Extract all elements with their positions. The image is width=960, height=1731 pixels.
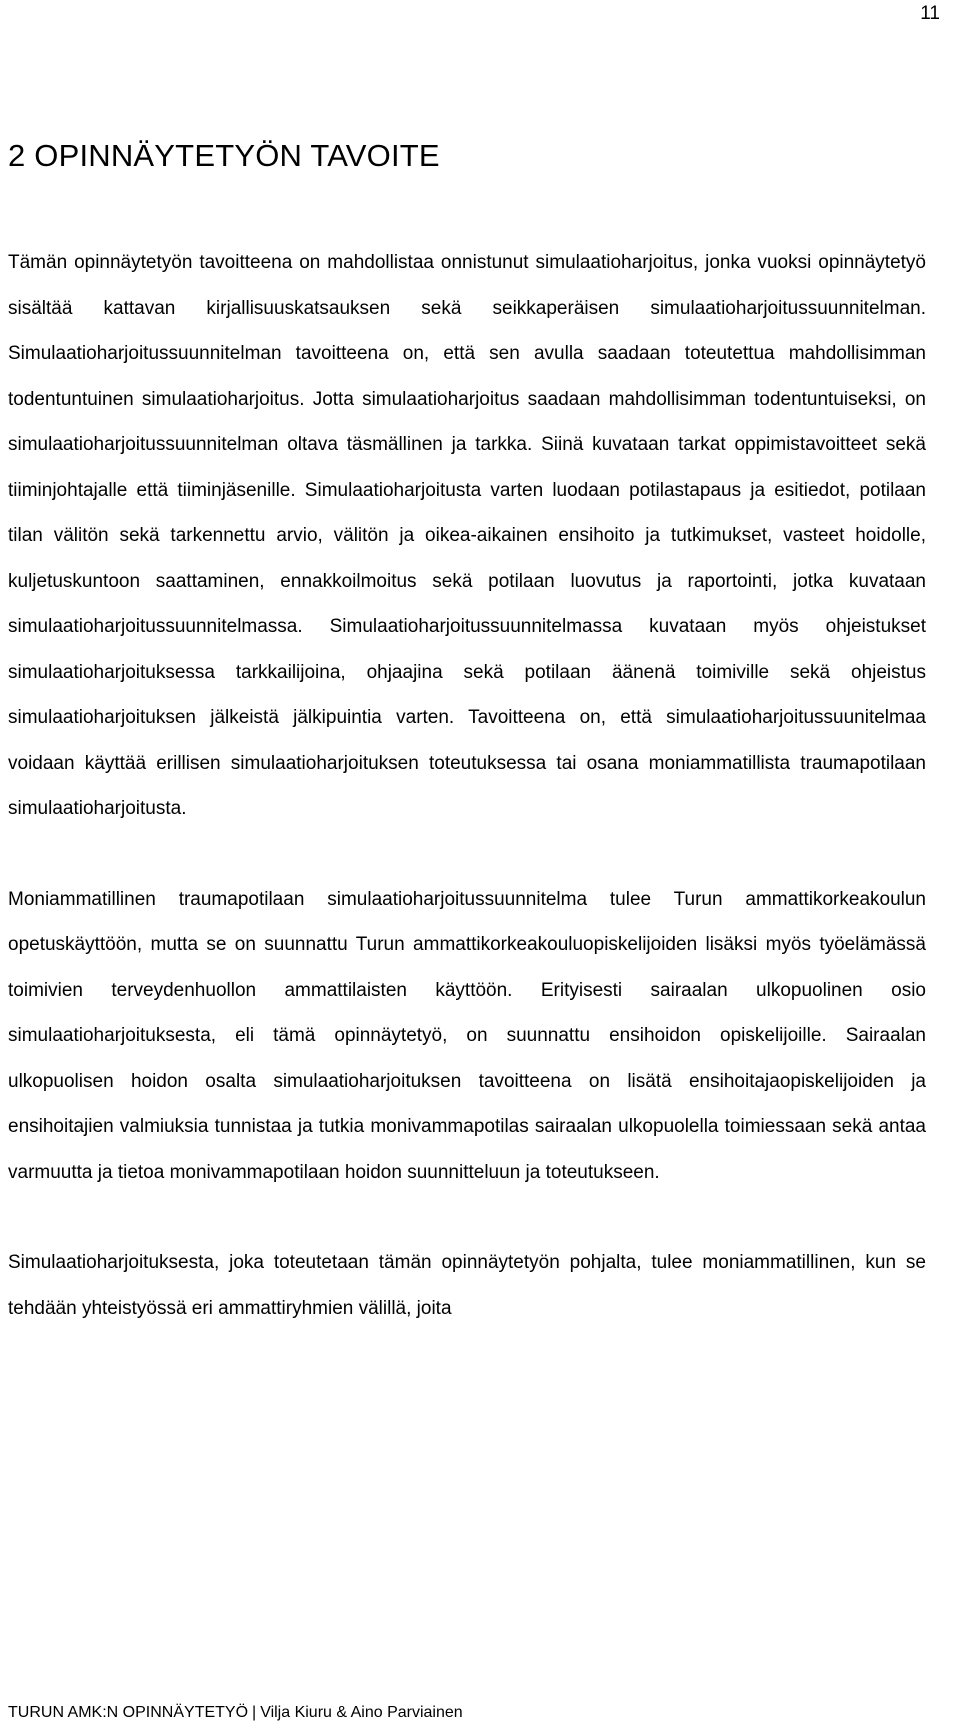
paragraph-3: Simulaatioharjoituksesta, joka toteutetaan tämän opinnäytetyön pohjalta, tulee moniammatillinen, kun se tehdään yhteistyössä eri ammattiryhmien välillä, joita <box>8 1252 926 1319</box>
footer-authors: Vilja Kiuru & Aino Parviainen <box>260 1704 463 1721</box>
paragraph-1: Tämän opinnäytetyön tavoitteena on mahdollistaa onnistunut simulaatioharjoitus, jonka vuoksi opinnäytetyö sisältää kattavan kirjallisuuskatsauksen sekä seikkaperäisen simulaatioharjoitussuunnitelman. Simulaatioharjoitussuunnitelman tavoitteena on, että sen avulla saadaan toteutettua mahdollisimman todentuntuinen simulaatioharjoitus. Jotta simulaatioharjoitus saadaan mahdollisimman todentuntuiseksi, on simulaatioharjoitussuunnitelman oltava täsmällinen ja tarkka. Siinä kuvataan tarkat oppimistavoitteet sekä tiiminjohtajalle että tiiminjäsenille. Simulaatioharjoitusta varten luodaan potilastapaus ja esitiedot, potilaan tilan välitön sekä tarkennettu arvio, välitön ja oikea-aikainen ensihoito ja tutkimukset, vasteet hoidolle, kuljetuskuntoon saattaminen, ennakkoilmoitus sekä potilaan luovutus ja raportointi, jotka kuvataan simulaatioharjoitussuunnitelmassa. Simulaatioharjoitussuunnitelmassa kuvataan myös ohjeistukset simulaatioharjoituksessa tarkkailijoina, ohjaajina sekä potilaan äänenä toimiville sekä ohjeistus simulaatioharjoituksen jälkeistä jälkipuintia varten. Tavoitteena on, että simulaatioharjoitussuunitelmaa voidaan käyttää erillisen simulaatioharjoituksen toteutuksessa tai osana moniammatillista traumapotilaan simulaatioharjoitusta. <box>8 252 926 819</box>
footer-separator: | <box>252 1704 257 1721</box>
page-number: 11 <box>920 3 940 24</box>
page-footer <box>8 1703 463 1723</box>
footer-series: TURUN AMK:N OPINNÄYTETYÖ <box>8 1704 249 1721</box>
chapter-title: 2 OPINNÄYTETYÖN TAVOITE <box>8 138 440 173</box>
body-text <box>8 240 926 1331</box>
paragraph-2: Moniammatillinen traumapotilaan simulaatioharjoitussuunnitelma tulee Turun ammattikorkeakoulun opetuskäyttöön, mutta se on suunnattu Turun ammattikorkeakouluopiskelijoiden lisäksi myös työelämässä toimivien terveydenhuollon ammattilaisten käyttöön. Erityisesti sairaalan ulkopuolinen osio simulaatioharjoituksesta, eli tämä opinnäytetyö, on suunnattu ensihoidon opiskelijoille. Sairaalan ulkopuolisen hoidon osalta simulaatioharjoituksen tavoitteena on lisätä ensihoitajaopiskelijoiden ja ensihoitajien valmiuksia tunnistaa ja tutkia monivammapotilas sairaalan ulkopuolella toimiessaan sekä antaa varmuutta ja tietoa monivammapotilaan hoidon suunnitteluun ja toteutukseen. <box>8 888 926 1183</box>
